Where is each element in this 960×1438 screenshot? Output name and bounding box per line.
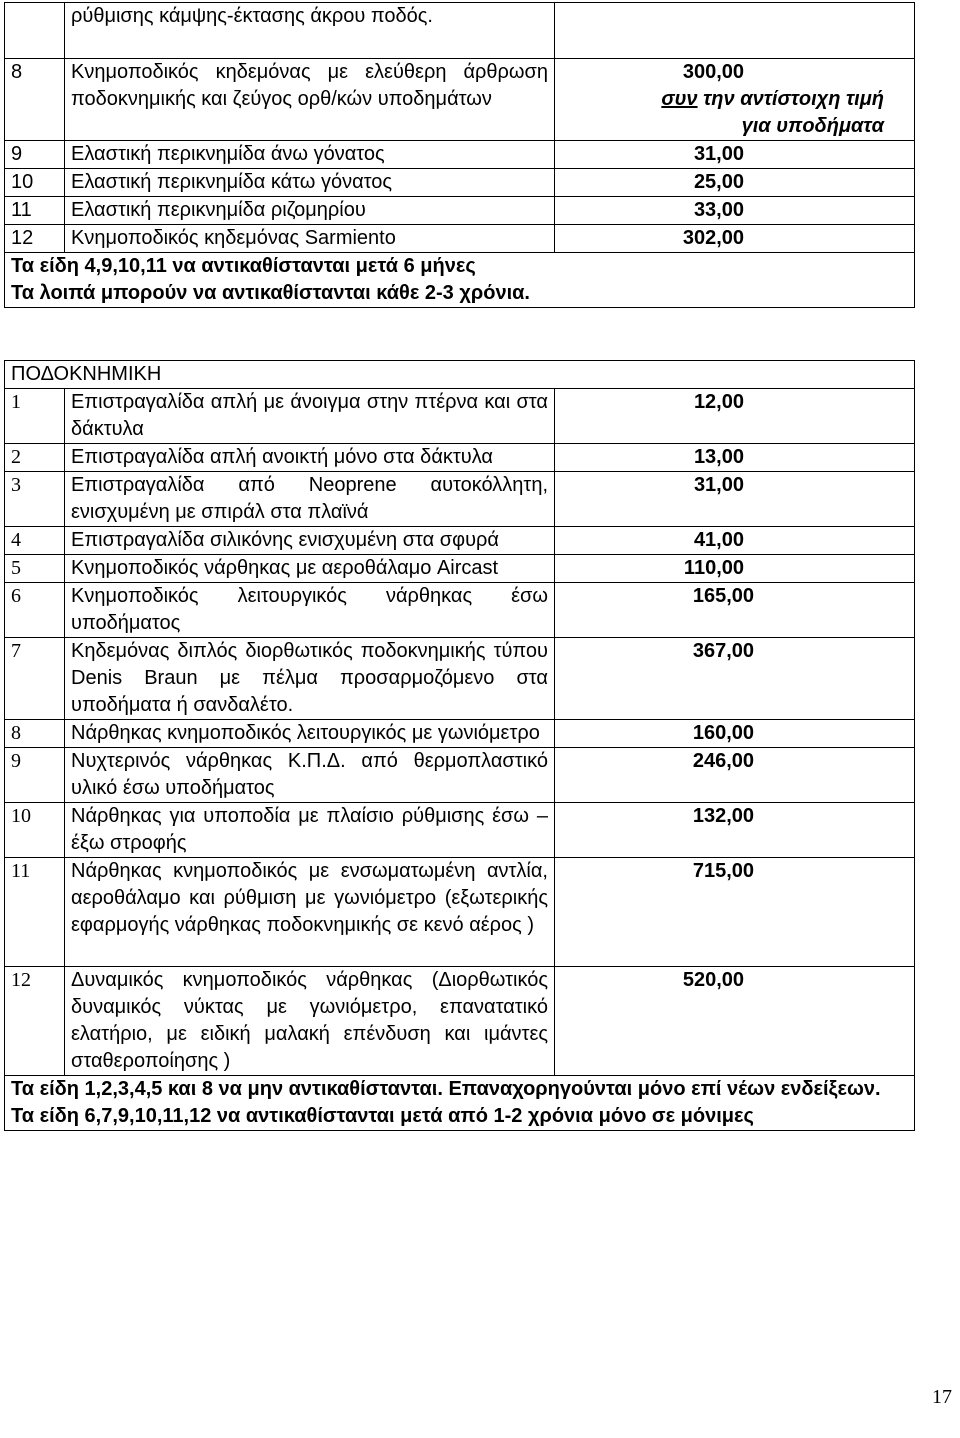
item-description: Κηδεμόνας διπλός διορθωτικός ποδοκνημικής τύπου Denis Braun με πέλμα προσαρμοζόμενο στα υποδήματα ή σανδαλέτο. — [65, 638, 555, 720]
row-number: 12 — [5, 225, 65, 253]
row-number: 5 — [5, 555, 65, 583]
row-number: 10 — [5, 803, 65, 858]
row-number: 9 — [5, 141, 65, 169]
row-number: 9 — [5, 748, 65, 803]
row-number: 11 — [5, 197, 65, 225]
item-description: Κνημοποδικός νάρθηκας με αεροθάλαμο Aircast — [65, 555, 555, 583]
row-number: 6 — [5, 583, 65, 638]
row-number — [5, 3, 65, 59]
section-heading: ΠΟΔΟΚΝΗΜΙΚΗ — [5, 361, 915, 389]
item-description: Κνημοποδικός κηδεμόνας με ελεύθερη άρθρωση ποδοκνημικής και ζεύγος ορθ/κών υποδημάτων — [65, 59, 555, 141]
item-description: Κνημοποδικός λειτουργικός νάρθηκας έσω υποδήματος — [65, 583, 555, 638]
row-number: 8 — [5, 720, 65, 748]
item-price: 31,00 — [555, 141, 915, 169]
item-price: 132,00 — [555, 803, 915, 858]
replacement-note: Τα είδη 1,2,3,4,5 και 8 να μην αντικαθίστανται. Επαναχορηγούνται μόνο επί νέων ενδείξεων. Τα είδη 6,7,9,10,11,12 να αντικαθίστανται μετά από 1-2 χρόνια μόνο σε μόνιμες — [5, 1076, 915, 1131]
row-number: 12 — [5, 967, 65, 1076]
page-number: 17 — [932, 1386, 952, 1408]
top-price-table — [4, 2, 915, 308]
row-number: 2 — [5, 444, 65, 472]
row-number: 11 — [5, 858, 65, 967]
item-description: Νάρθηκας κνημοποδικός με ενσωματωμένη αντλία, αεροθάλαμο και ρύθμιση με γωνιόμετρο (εξωτερικής εφαρμογής νάρθηκας ποδοκνημικής σε κενό αέρος ) — [65, 858, 555, 967]
item-price: 165,00 — [555, 583, 915, 638]
item-price: 300,00 συν την αντίστοιχη τιμή για υποδήματα — [555, 59, 915, 141]
row-number: 1 — [5, 389, 65, 444]
item-price: 25,00 — [555, 169, 915, 197]
item-description: Επιστραγαλίδα απλή με άνοιγμα στην πτέρνα και στα δάκτυλα — [65, 389, 555, 444]
item-price: 520,00 — [555, 967, 915, 1076]
item-price: 13,00 — [555, 444, 915, 472]
item-description: Επιστραγαλίδα απλή ανοικτή μόνο στα δάκτυλα — [65, 444, 555, 472]
row-number: 8 — [5, 59, 65, 141]
row-number: 3 — [5, 472, 65, 527]
item-price: 41,00 — [555, 527, 915, 555]
item-description: Δυναμικός κνημοποδικός νάρθηκας (Διορθωτικός δυναμικός νύκτας με γωνιόμετρο, επανατατικό ελατήριο, με ειδική μαλακή επένδυση και ιμάντες σταθεροποίησης ) — [65, 967, 555, 1076]
item-description: Νάρθηκας κνημοποδικός λειτουργικός με γωνιόμετρο — [65, 720, 555, 748]
item-description: Κνημοποδικός κηδεμόνας Sarmiento — [65, 225, 555, 253]
row-number: 4 — [5, 527, 65, 555]
item-price: 246,00 — [555, 748, 915, 803]
item-description: Επιστραγαλίδα από Neoprene αυτοκόλλητη, ενισχυμένη με σπιράλ στα πλαϊνά — [65, 472, 555, 527]
replacement-note: Τα είδη 4,9,10,11 να αντικαθίστανται μετά 6 μήνες Τα λοιπά μπορούν να αντικαθίστανται κάθε 2-3 χρόνια. — [5, 253, 915, 308]
podokinimiki-price-table — [4, 360, 915, 1131]
item-price: 160,00 — [555, 720, 915, 748]
row-number: 10 — [5, 169, 65, 197]
item-price: 110,00 — [555, 555, 915, 583]
item-description: Ελαστική περικνημίδα άνω γόνατος — [65, 141, 555, 169]
row-number: 7 — [5, 638, 65, 720]
item-price: 33,00 — [555, 197, 915, 225]
item-price: 715,00 — [555, 858, 915, 967]
item-price: 31,00 — [555, 472, 915, 527]
item-description: Ελαστική περικνημίδα κάτω γόνατος — [65, 169, 555, 197]
item-description: Νυχτερινός νάρθηκας Κ.Π.Δ. από θερμοπλαστικό υλικό έσω υποδήματος — [65, 748, 555, 803]
item-price: 12,00 — [555, 389, 915, 444]
item-price: 367,00 — [555, 638, 915, 720]
item-description: Νάρθηκας για υποποδία με πλαίσιο ρύθμισης έσω – έξω στροφής — [65, 803, 555, 858]
item-description: Ελαστική περικνημίδα ριζομηρίου — [65, 197, 555, 225]
item-description: Επιστραγαλίδα σιλικόνης ενισχυμένη στα σφυρά — [65, 527, 555, 555]
item-price: 302,00 — [555, 225, 915, 253]
continuation-text: ρύθμισης κάμψης-έκτασης άκρου ποδός. — [65, 3, 555, 59]
